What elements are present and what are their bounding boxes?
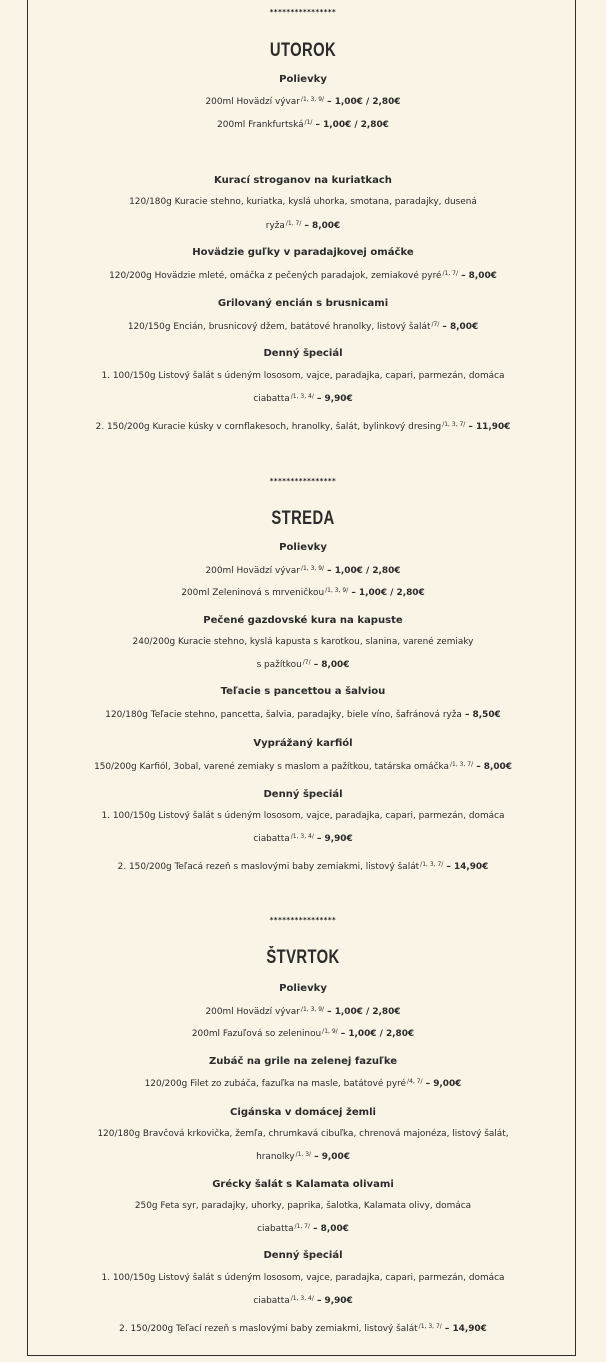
menu-line: ciabatta$^{/1, 7/}$ – 8,00€ <box>257 1223 349 1234</box>
dish-name: Teľacie s pancettou a šalviou <box>220 686 386 697</box>
menu-line: 250g Feta syr, paradajky, uhorky, paprika, šalotka, Kalamata olivy, domáca <box>134 1201 472 1211</box>
separator: **************** <box>269 477 337 485</box>
menu-line: 2. 150/200g Teľací rezeň s maslovými baby zemiakmi, listový šalát$^{/1, 3, 7/}$ – 14,90€ <box>119 1323 487 1334</box>
menu-line: 240/200g Kuracie stehno, kyslá kapusta s karotkou, slanina, varené zemiaky <box>132 637 474 647</box>
dish-name: Kurací stroganov na kuriatkach <box>214 175 392 186</box>
dish-name: Denný špeciál <box>263 1250 343 1261</box>
separator: **************** <box>269 916 337 924</box>
menu-line: ryža$^{/1, 7/}$ – 8,00€ <box>265 220 341 231</box>
menu-line: 2. 150/200g Kuracie kúsky v cornflakesoch, hranolky, šalát, bylinkový dresing$^{/1, 3, 7/}$ – 11,90€ <box>95 421 511 432</box>
menu-line: 200ml Zeleninová s mrveničkou$^{/1, 3, 9/}$ – 1,00€ / 2,80€ <box>181 587 425 598</box>
menu-line: 120/200g Hovädzie mleté, omáčka z pečených paradajok, zemiakové pyré$^{/1, 7/}$ – 8,00€ <box>109 270 497 281</box>
day-title: UTOROK <box>269 40 337 61</box>
menu-line: 150/200g Karfiól, 3obal, varené zemiaky s maslom a pažítkou, tatárska omáčka$^{/1, 3, 7/}$ – 8,00€ <box>94 761 512 772</box>
menu-line: s pažítkou$^{/7/}$ – 8,00€ <box>256 659 350 670</box>
menu-line: 1. 100/150g Listový šalát s údeným lososom, vajce, paradajka, capari, parmezán, domáca <box>101 371 505 381</box>
dish-name: Denný špeciál <box>263 789 343 800</box>
dish-name: Hovädzie guľky v paradajkovej omáčke <box>192 247 414 258</box>
menu-line: 200ml Hovädzí vývar$^{/1, 3, 9/}$ – 1,00€ / 2,80€ <box>205 565 401 576</box>
day-title: STREDA <box>271 508 335 529</box>
menu-line: ciabatta$^{/1, 3, 4/}$ – 9,90€ <box>253 833 353 844</box>
dish-name: Grilovaný encián s brusnicami <box>217 298 389 309</box>
soups-heading: Polievky <box>279 74 327 85</box>
dish-name: Pečené gazdovské kura na kapuste <box>203 615 403 626</box>
menu-line: 120/150g Encián, brusnicový džem, batátové hranolky, listový šalát$^{/7/}$ – 8,00€ <box>127 321 479 332</box>
menu-line: 2. 150/200g Teľacá rezeň s maslovými baby zemiakmi, listový šalát$^{/1, 3, 7/}$ – 14,90€ <box>117 861 489 872</box>
menu-line: 1. 100/150g Listový šalát s údeným lososom, vajce, paradajka, capari, parmezán, domáca <box>101 811 505 821</box>
menu-line: 120/180g Bravčová krkovička, žemľa, chrumkavá cibuľka, chrenová majonéza, listový šalát, <box>97 1129 509 1139</box>
menu-line: 120/200g Filet zo zubáča, fazuľka na masle, batátové pyré$^{/4, 7/}$ – 9,00€ <box>144 1078 462 1089</box>
menu-line: 120/180g Kuracie stehno, kuriatka, kyslá uhorka, smotana, paradajky, dusená <box>129 197 477 207</box>
menu-line: ciabatta$^{/1, 3, 4/}$ – 9,90€ <box>253 393 353 404</box>
dish-name: Grécky šalát s Kalamata olivami <box>212 1179 394 1190</box>
menu-line: hranolky$^{/1, 3/}$ – 9,00€ <box>256 1151 350 1162</box>
menu-line: 200ml Fazuľová so zeleninou$^{/1, 9/}$ – 1,00€ / 2,80€ <box>191 1028 415 1039</box>
dish-name: Vyprážaný karfiól <box>253 738 353 749</box>
dish-name: Cigánska v domácej žemli <box>230 1107 376 1118</box>
menu-line: 120/180g Teľacie stehno, pancetta, šalvia, paradajky, biele víno, šafránová ryža – 8,50€ <box>105 710 501 720</box>
day-title: ŠTVRTOK <box>266 947 340 968</box>
dish-name: Zubáč na grile na zelenej fazuľke <box>208 1056 398 1067</box>
menu-line: 200ml Hovädzí vývar$^{/1, 3, 9/}$ – 1,00€ / 2,80€ <box>205 96 401 107</box>
soups-heading: Polievky <box>279 983 327 994</box>
soups-heading: Polievky <box>279 542 327 553</box>
menu-line: 200ml Frankfurtská$^{/1/}$ – 1,00€ / 2,80€ <box>217 119 389 130</box>
menu-line: ciabatta$^{/1, 3, 4/}$ – 9,90€ <box>253 1295 353 1306</box>
menu-line: 1. 100/150g Listový šalát s údeným lososom, vajce, paradajka, capari, parmezán, domáca <box>101 1273 505 1283</box>
dish-name: Denný špeciál <box>263 348 343 359</box>
menu-line: 200ml Hovädzí vývar$^{/1, 3, 9/}$ – 1,00€ / 2,80€ <box>205 1006 401 1017</box>
separator: **************** <box>269 8 337 16</box>
